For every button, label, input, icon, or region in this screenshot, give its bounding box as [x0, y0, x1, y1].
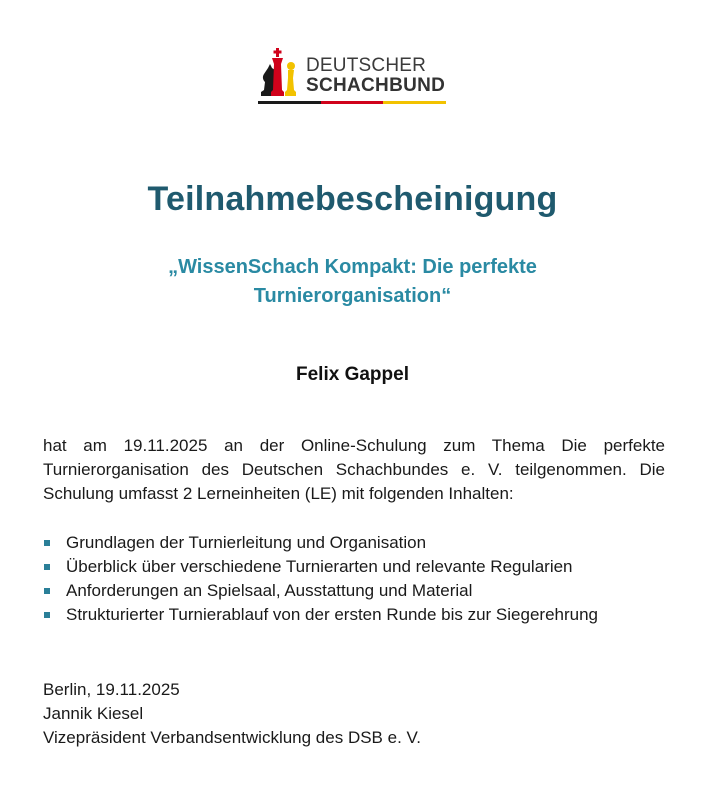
- bullet-square-icon: [44, 612, 50, 618]
- chess-pieces-logo-icon: [258, 46, 300, 102]
- topics-list: [43, 531, 673, 627]
- logo-line-1: DEUTSCHER: [306, 55, 427, 76]
- signature-block: [43, 678, 421, 750]
- participant-name: Felix Gappel: [296, 364, 409, 385]
- list-item: [43, 555, 673, 579]
- certificate-title: Teilnahmebescheinigung: [147, 180, 558, 218]
- topic-text: Anforderungen an Spielsaal, Ausstattung und Material: [66, 581, 473, 600]
- flag-stripe: [258, 101, 446, 104]
- signatory-name: Jannik Kiesel: [43, 704, 144, 723]
- bullet-square-icon: [44, 588, 50, 594]
- place-date: Berlin, 19.11.2025: [43, 680, 180, 699]
- list-item: [43, 531, 673, 555]
- list-item: [43, 579, 673, 603]
- course-title-line-2: Turnierorganisation“: [253, 285, 452, 307]
- course-title-line-1: „WissenSchach Kompakt: Die perfekte: [168, 256, 537, 278]
- logo-wordmark: [306, 56, 445, 96]
- flag-stripe-black: [258, 101, 321, 104]
- flag-stripe-red: [321, 101, 384, 104]
- topic-text: Überblick über verschiedene Turnierarten und relevante Regularien: [66, 557, 573, 576]
- flag-stripe-gold: [383, 101, 446, 104]
- topic-text: Grundlagen der Turnierleitung und Organisation: [66, 533, 427, 552]
- topic-text: Strukturierter Turnierablauf von der ersten Runde bis zur Siegerehrung: [66, 605, 599, 624]
- certificate-paragraph: hat am 19.11.2025 an der Online-Schulung zum Thema Die perfekte Turnierorganisation des Deutschen Schachbundes e. V. teilgenommen. Die Schulung umfasst 2 Lerneinheiten (LE) mit folgenden Inhalten:: [43, 436, 665, 503]
- course-title: [0, 253, 705, 311]
- list-item: [43, 603, 673, 627]
- dsb-logo: [258, 46, 448, 108]
- logo-line-2: SCHACHBUND: [306, 75, 446, 96]
- signatory-role: Vizepräsident Verbandsentwicklung des DSB e. V.: [43, 728, 422, 747]
- bullet-square-icon: [44, 564, 50, 570]
- bullet-square-icon: [44, 540, 50, 546]
